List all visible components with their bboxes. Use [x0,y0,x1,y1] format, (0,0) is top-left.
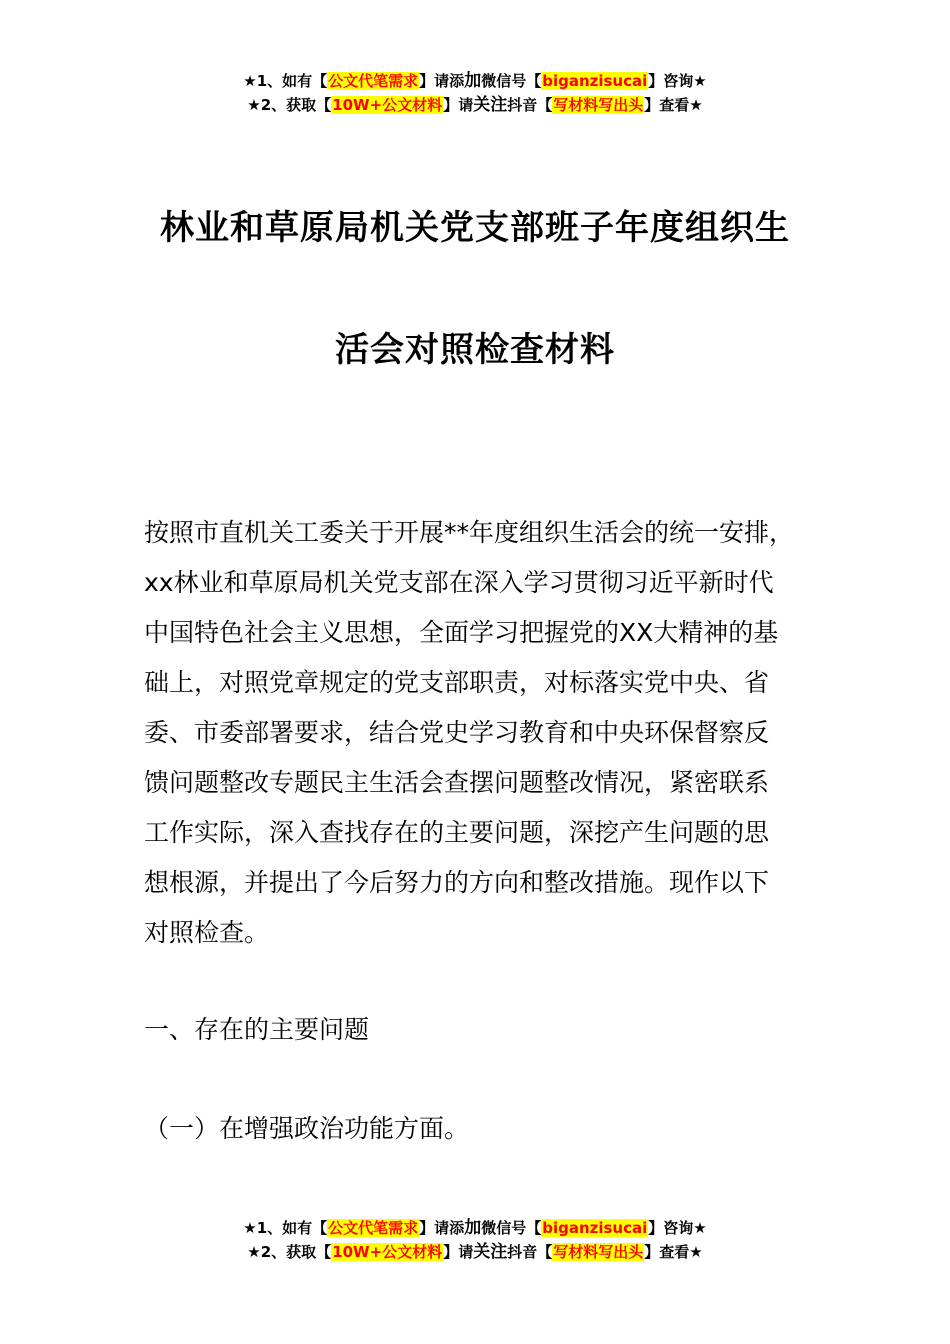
ad-text: ★1、如有【 [243,72,328,90]
ad-emphasis: 加 [464,71,482,91]
paragraph-line: 委、市委部署要求，结合党史学习教育和中央环保督察反 [144,718,770,747]
paragraph-line: 工作实际，深入查找存在的主要问题，深挖产生问题的思 [144,818,770,847]
ad-highlight-materials: 10W+公文材料 [332,96,443,114]
paragraph-line: 础上，对照党章规定的党支部职责，对标落实党中央、省 [144,668,770,697]
ad-highlight-service: 公文代笔需求 [328,72,419,90]
ad-highlight-service: 公文代笔需求 [328,1219,419,1237]
ad-emphasis: 关注 [473,95,508,115]
ad-text: 】请 [443,1243,474,1261]
paragraph-line: xx林业和草原局机关党支部在深入学习贯彻习近平新时代 [144,568,774,597]
document-title-line-1: 林业和草原局机关党支部班子年度组织生 [160,208,790,248]
ad-text: 微信号【 [481,72,542,90]
intro-paragraph [144,508,834,958]
ad-text: ★1、如有【 [243,1219,328,1237]
ad-text: 】查看★ [644,96,703,114]
ad-emphasis: 加 [464,1218,482,1238]
ad-text: ★2、获取【 [247,96,332,114]
ad-text: 】咨询★ [648,1219,707,1237]
paragraph-line: 按照市直机关工委关于开展**年度组织生活会的统一安排， [144,518,795,547]
paragraph-line: 对照检查。 [144,918,270,947]
ad-line-1 [0,69,950,93]
ad-text: 抖音【 [507,96,553,114]
ad-text: 】请添 [419,72,465,90]
ad-highlight-wechat-id: biganzisucai [542,1219,648,1237]
ad-highlight-materials: 10W+公文材料 [332,1243,443,1261]
ad-line-2 [0,93,950,117]
paragraph-line: 想根源，并提出了今后努力的方向和整改措施。现作以下 [144,868,770,897]
paragraph-line: 中国特色社会主义思想，全面学习把握党的XX大精神的基 [144,618,779,647]
ad-text: 微信号【 [481,1219,542,1237]
ad-text: ★2、获取【 [247,1243,332,1261]
ad-emphasis: 关注 [473,1242,508,1262]
ad-text: 抖音【 [507,1243,553,1261]
ad-text: 】请添 [419,1219,465,1237]
footer-ad-banner [0,1216,950,1264]
ad-highlight-wechat-id: biganzisucai [542,72,648,90]
ad-text: 】请 [443,96,474,114]
ad-text: 】咨询★ [648,72,707,90]
section-heading: 一、存在的主要问题 [144,1015,370,1044]
ad-text: 】查看★ [644,1243,703,1261]
document-title-line-2: 活会对照检查材料 [335,330,615,370]
subsection-heading: （一）在增强政治功能方面。 [144,1114,470,1143]
ad-line-2 [0,1240,950,1264]
ad-line-1 [0,1216,950,1240]
header-ad-banner [0,69,950,117]
ad-highlight-douyin: 写材料写出头 [553,1243,644,1261]
ad-highlight-douyin: 写材料写出头 [553,96,644,114]
paragraph-line: 馈问题整改专题民主生活会查摆问题整改情况，紧密联系 [144,768,770,797]
